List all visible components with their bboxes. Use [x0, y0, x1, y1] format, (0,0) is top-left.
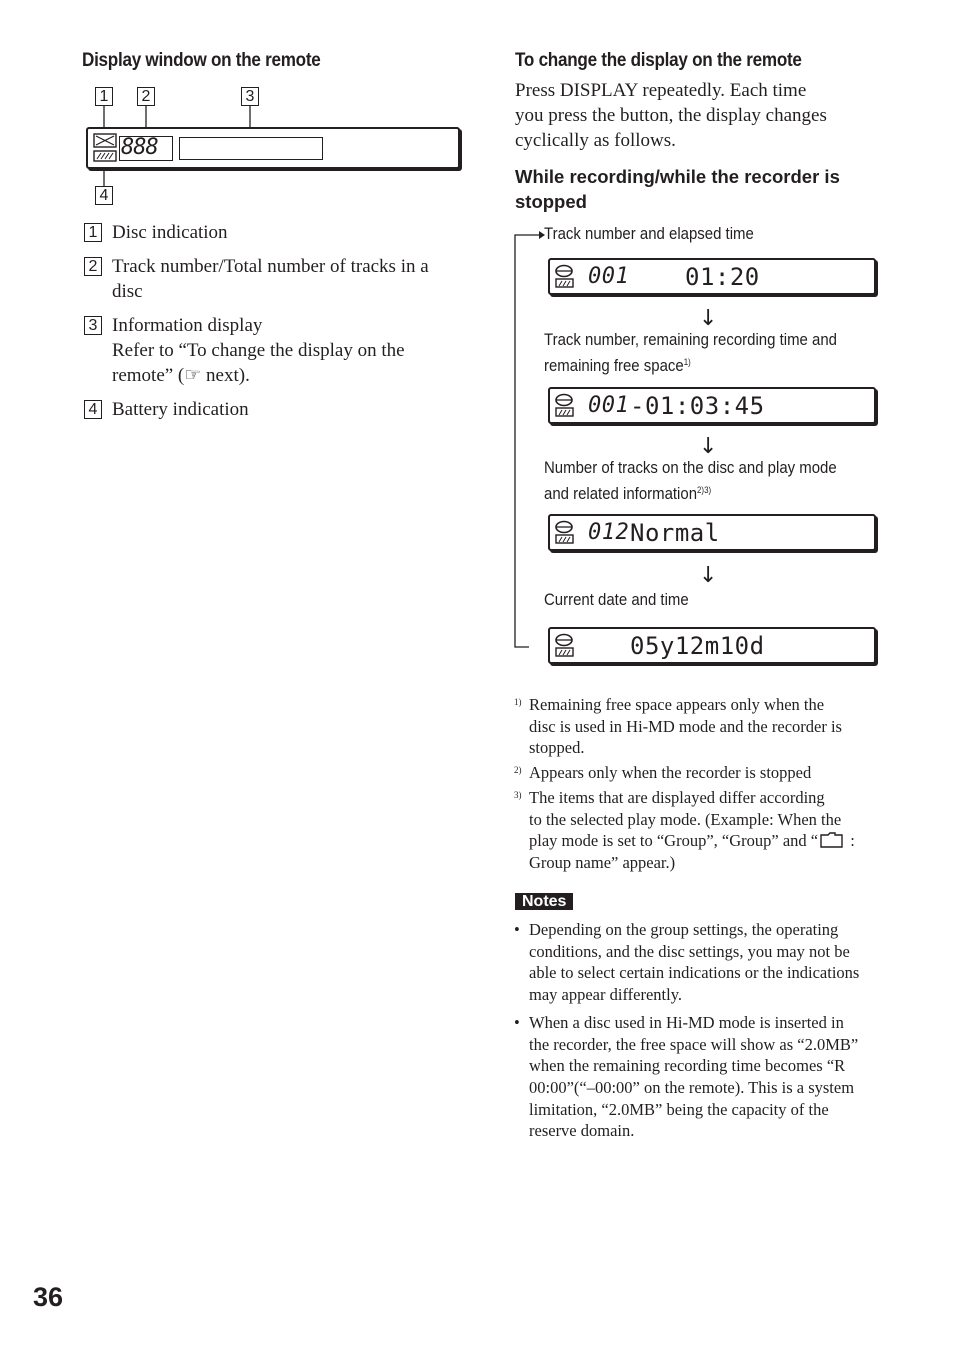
note-item	[514, 1012, 896, 1142]
footnote	[514, 787, 894, 874]
notes-badge	[515, 891, 573, 912]
lcd-track-number: 001	[588, 264, 630, 289]
footnote-mark: 3)	[514, 789, 522, 800]
lcd-info: 01:20	[685, 263, 760, 291]
notes-list	[514, 919, 896, 1148]
legend-list	[84, 220, 469, 422]
lcd-info: 05y12m10d	[630, 632, 765, 660]
flow-caption-3	[544, 457, 837, 505]
track-segment-box	[119, 136, 173, 161]
flow-caption-2	[544, 329, 837, 377]
callout-leader-lines	[0, 0, 470, 210]
intro-paragraph	[515, 78, 915, 153]
note-line: • Depending on the group settings, the operating	[529, 920, 839, 939]
information-area-box	[179, 137, 323, 160]
caption-line: Track number and elapsed time	[544, 224, 754, 243]
footnote-mark: 1)	[514, 697, 522, 707]
footnote-line: Remaining free space appears only when the	[529, 695, 825, 714]
caption-line: Track number, remaining recording time and	[544, 330, 837, 349]
callout-3: 3	[241, 87, 259, 106]
subheading	[515, 164, 915, 214]
lcd-info: Normal	[630, 519, 720, 547]
page-number: 36	[33, 1282, 64, 1312]
legend-text: Track number/Total number of tracks in a	[112, 256, 429, 277]
legend-number: 2	[84, 257, 102, 276]
legend-item	[84, 397, 469, 422]
note-line: conditions, and the disc settings, you may not be	[529, 941, 850, 961]
down-arrow-icon: ↓	[699, 434, 718, 459]
legend-text: Battery indication	[112, 399, 249, 420]
disc-battery-icon	[555, 393, 575, 419]
footnote-mark: 2)	[514, 765, 522, 776]
cycle-loop-line	[505, 225, 545, 655]
lcd-info: -01:03:45	[630, 392, 765, 420]
note-line: reserve domain.	[529, 1121, 635, 1141]
note-line: limitation, “2.0MB” being the capacity of the	[529, 1099, 829, 1119]
remote-display-window	[86, 127, 460, 169]
footnote-line: Group name” appear.)	[529, 852, 676, 872]
legend-number: 4	[84, 400, 102, 419]
footnote-line: :	[846, 831, 855, 851]
flow-caption-1	[544, 223, 754, 245]
caption-line: Number of tracks on the disc and play mode	[544, 458, 837, 477]
legend-number: 3	[84, 316, 102, 335]
lcd-track-elapsed	[548, 258, 876, 295]
intro-line: you press the button, the display changes	[515, 105, 827, 126]
footnote-ref: 2)3)	[697, 485, 712, 495]
legend-text: Refer to “To change the display on the	[112, 340, 405, 361]
footnote-line: Appears only when the recorder is stopped	[529, 763, 812, 783]
legend-number: 1	[84, 223, 102, 242]
down-arrow-icon: ↓	[699, 563, 718, 588]
segment-digits: 888	[121, 135, 158, 160]
legend-item	[84, 254, 469, 304]
disc-battery-icon	[555, 520, 575, 546]
flow-caption-4	[544, 589, 689, 611]
legend-text: disc	[112, 281, 143, 302]
notes-label: Notes	[515, 893, 573, 910]
callout-4: 4	[95, 186, 113, 205]
legend-item	[84, 313, 469, 388]
note-line: • When a disc used in Hi-MD mode is inserted in	[529, 1012, 844, 1032]
legend-text: remote” (☞ next).	[112, 365, 250, 386]
lcd-track-remaining	[548, 387, 876, 424]
subheading-line: stopped	[515, 191, 587, 212]
footnote-line: play mode is set to “Group”, “Group” and “	[529, 831, 819, 851]
legend-item	[84, 220, 469, 245]
callout-1: 1	[95, 87, 113, 106]
folder-icon	[819, 831, 845, 849]
note-line: the recorder, the free space will show as “2.0MB”	[529, 1034, 859, 1054]
footnote-line: disc is used in Hi-MD mode and the recorder is	[529, 716, 842, 736]
lcd-track-number: 001	[588, 393, 630, 418]
note-line: may appear differently.	[529, 985, 683, 1005]
disc-battery-icon	[555, 264, 575, 290]
legend-text: Disc indication	[112, 222, 228, 243]
caption-line: Current date and time	[544, 590, 689, 609]
footnote	[514, 762, 894, 784]
footnote	[514, 694, 894, 759]
lcd-date-time	[548, 627, 876, 664]
legend-text: Information display	[112, 315, 263, 336]
disc-battery-icon	[555, 633, 575, 659]
lcd-tracks-playmode	[548, 514, 876, 551]
intro-line: Press DISPLAY repeatedly. Each time	[515, 80, 807, 101]
note-line: able to select certain indications or the indications	[529, 963, 860, 983]
footnote-line: to the selected play mode. (Example: When the	[529, 809, 842, 829]
caption-line: and related information	[544, 484, 698, 503]
footnote-ref: 1)	[683, 357, 691, 367]
footnote-line: stopped.	[529, 738, 585, 758]
subheading-line: While recording/while the recorder is	[515, 166, 840, 187]
note-line: 00:00”(“–00:00” on the remote). This is a system	[529, 1077, 855, 1097]
left-heading: Display window on the remote	[82, 50, 321, 71]
callout-2: 2	[137, 87, 155, 106]
intro-line: cyclically as follows.	[515, 130, 676, 151]
right-heading: To change the display on the remote	[515, 50, 802, 71]
disc-icon	[93, 133, 119, 163]
down-arrow-icon: ↓	[699, 306, 718, 331]
footnotes	[514, 694, 894, 874]
lcd-track-number: 012	[588, 520, 630, 545]
note-item	[514, 919, 896, 1006]
footnote-line: The items that are displayed differ according	[529, 787, 825, 807]
caption-line: remaining free space	[544, 356, 684, 375]
note-line: when the remaining recording time becomes “R	[529, 1056, 846, 1076]
